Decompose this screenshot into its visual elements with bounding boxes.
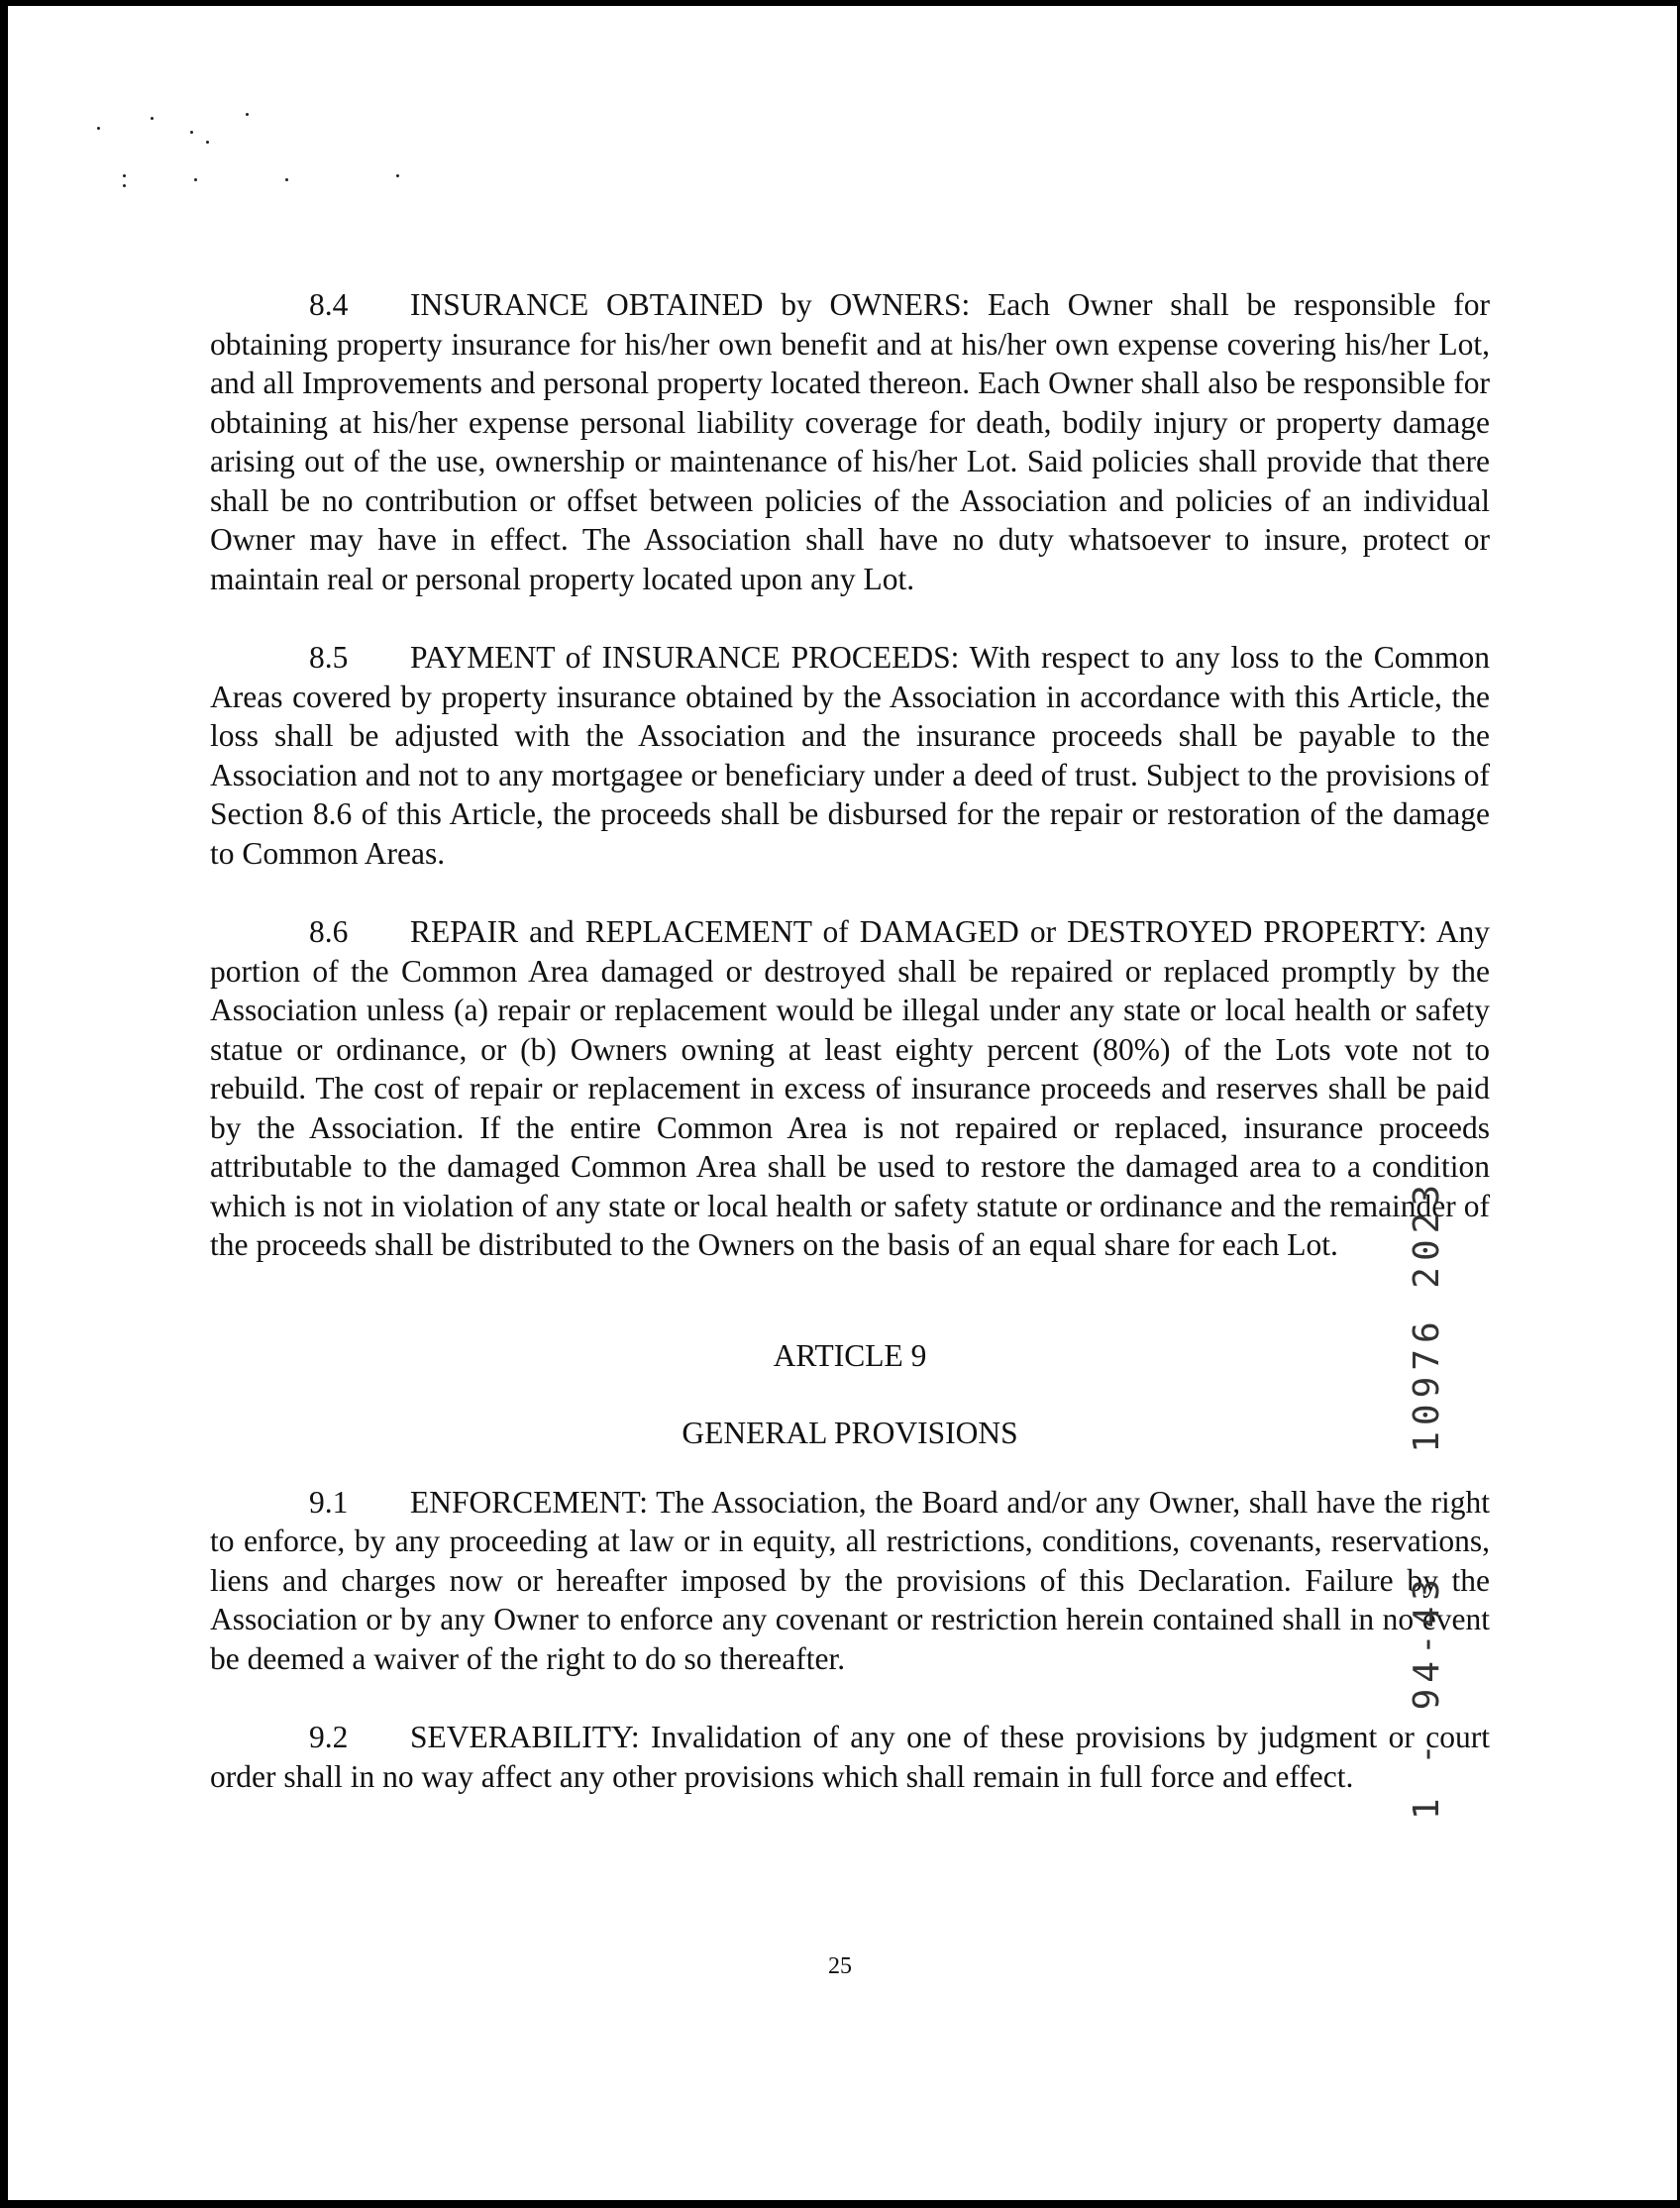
section-text: ENFORCEMENT: The Association, the Board and/or any Owner, shall have the right to enforce, by any proceeding at law or in equity, all restrictions, conditions, covenants, reservations, liens and charges now or hereafter imposed by the provisions of this Declaration. Failure by the Association or by any Owner to enforce any covenant or restriction herein contained shall in no event be deemed a waiver of the right to do so thereafter. — [210, 1484, 1490, 1676]
scan-speck — [97, 127, 100, 130]
article-subtitle: GENERAL PROVISIONS — [682, 1415, 1018, 1450]
margin-stamp-upper: 10976 2023 — [1407, 1179, 1447, 1453]
section-8-5 — [210, 638, 1490, 873]
scan-speck — [206, 141, 209, 144]
section-9-2 — [210, 1718, 1490, 1796]
section-9-1 — [210, 1483, 1490, 1679]
document-body — [210, 285, 1490, 1836]
scan-speck — [194, 178, 197, 181]
scan-speck — [123, 184, 126, 187]
margin-stamp-lower: 1 - 94-43 — [1407, 1573, 1447, 1821]
scan-speck — [246, 113, 249, 116]
scan-speck — [285, 178, 288, 181]
section-number: 8.5 — [309, 640, 349, 675]
section-number: 9.2 — [309, 1720, 349, 1754]
section-8-4 — [210, 285, 1490, 598]
scan-speck — [396, 174, 399, 177]
section-number: 9.1 — [309, 1484, 349, 1520]
scan-speck — [190, 131, 193, 134]
page-number: 25 — [828, 1953, 852, 1979]
section-8-6 — [210, 912, 1490, 1265]
section-number: 8.6 — [309, 914, 349, 949]
section-text: REPAIR and REPLACEMENT of DAMAGED or DESTROYED PROPERTY: Any portion of the Common Area damaged or destroyed shall be repaired or replaced promptly by the Association unless (a) repair or replacement would be illegal under any state or local health or safety statue or ordinance, or (b) Owners owning at least eighty percent (80%) of the Lots vote not to rebuild. The cost of repair or replacement in excess of insurance proceeds and reserves shall be paid by the Association. If the entire Common Area is not repaired or replaced, insurance proceeds attributable to the damaged Common Area shall be used to restore the damaged area to a condition which is not in violation of any state or local health or safety statute or ordinance and the remainder of the proceeds shall be distributed to the Owners on the basis of an equal share for each Lot. — [210, 914, 1490, 1262]
section-text: PAYMENT of INSURANCE PROCEEDS: With respect to any loss to the Common Areas covered by property insurance obtained by the Association in accordance with this Article, the loss shall be adjusted with the Association and the insurance proceeds shall be payable to the Association and not to any mortgagee or beneficiary under a deed of trust. Subject to the provisions of Section 8.6 of this Article, the proceeds shall be disbursed for the repair or restoration of the damage to Common Areas. — [210, 640, 1490, 871]
section-text: SEVERABILITY: Invalidation of any one of these provisions by judgment or court order shall in no way affect any other provisions which shall remain in full force and effect. — [210, 1720, 1490, 1794]
scan-speck — [151, 117, 154, 120]
scan-speck — [123, 174, 126, 177]
article-title: ARTICLE 9 — [773, 1337, 927, 1373]
section-text: INSURANCE OBTAINED by OWNERS: Each Owner shall be responsible for obtaining property insurance for his/her own benefit and at his/her own expense covering his/her Lot, and all Improvements and personal property located thereon. Each Owner shall also be responsible for obtaining at his/her expense personal liability coverage for death, bodily injury or property damage arising out of the use, ownership or maintenance of his/her Lot. Said policies shall provide that there shall be no contribution or offset between policies of the Association and policies of an individual Owner may have in effect. The Association shall have no duty whatsoever to insure, protect or maintain real or personal property located upon any Lot. — [210, 287, 1490, 596]
section-number: 8.4 — [309, 287, 349, 322]
